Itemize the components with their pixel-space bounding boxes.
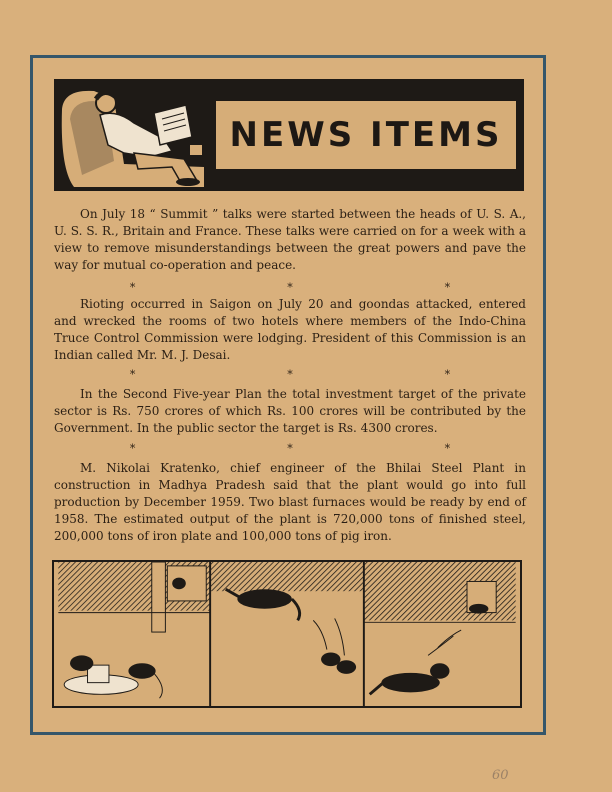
article-five-year-plan: In the Second Five-year Plan the total investment target of the private sector is Rs. 750 crores of which Rs. 100 crores will be contributed by the Government. In the public sector the target is Rs. 4300 crores. (54, 387, 526, 435)
separator-star: * (287, 281, 293, 294)
news-items-banner (54, 79, 524, 191)
separator (54, 442, 526, 454)
separator (54, 281, 526, 293)
separator-star: * (287, 442, 293, 455)
cat-and-mice-cartoon (52, 560, 522, 708)
separator (54, 368, 526, 380)
separator-star: * (287, 368, 293, 381)
separator-star: * (444, 442, 451, 455)
newspaper-reader-illustration (54, 79, 209, 191)
article-saigon-rioting: Rioting occurred in Saigon on July 20 and goondas attacked, entered and wrecked the rooms of two hotels where members of the Indo-China Truce Control Commission were lodging. President of this Commission is an Indian called Mr. M. J. Desai. (54, 297, 526, 362)
page-number: 60 (492, 768, 509, 783)
separator-star: * (444, 368, 451, 381)
banner-title: NEWS ITEMS (229, 115, 503, 155)
banner-title-box (216, 101, 516, 169)
separator-star: * (129, 368, 136, 381)
separator-star: * (129, 281, 136, 294)
separator-star: * (129, 442, 136, 455)
article-summit-talks: On July 18 “ Summit ” talks were started between the heads of U. S. A., U. S. S. R., Britain and France. These talks were carried on for a week with a view to remove misunderstandings between the great powers and pave the way for mutual co-operation and peace. (54, 207, 526, 272)
article-bhilai-steel-plant: M. Nikolai Kratenko, chief engineer of the Bhilai Steel Plant in construction in Madhya Pradesh said that the plant would go into full production by December 1959. Two blast furnaces would be ready by end of 1958. The estimated output of the plant is 720,000 tons of finished steel, 200,000 tons of iron plate and 100,000 tons of pig iron. (54, 461, 526, 543)
separator-star: * (444, 281, 451, 294)
